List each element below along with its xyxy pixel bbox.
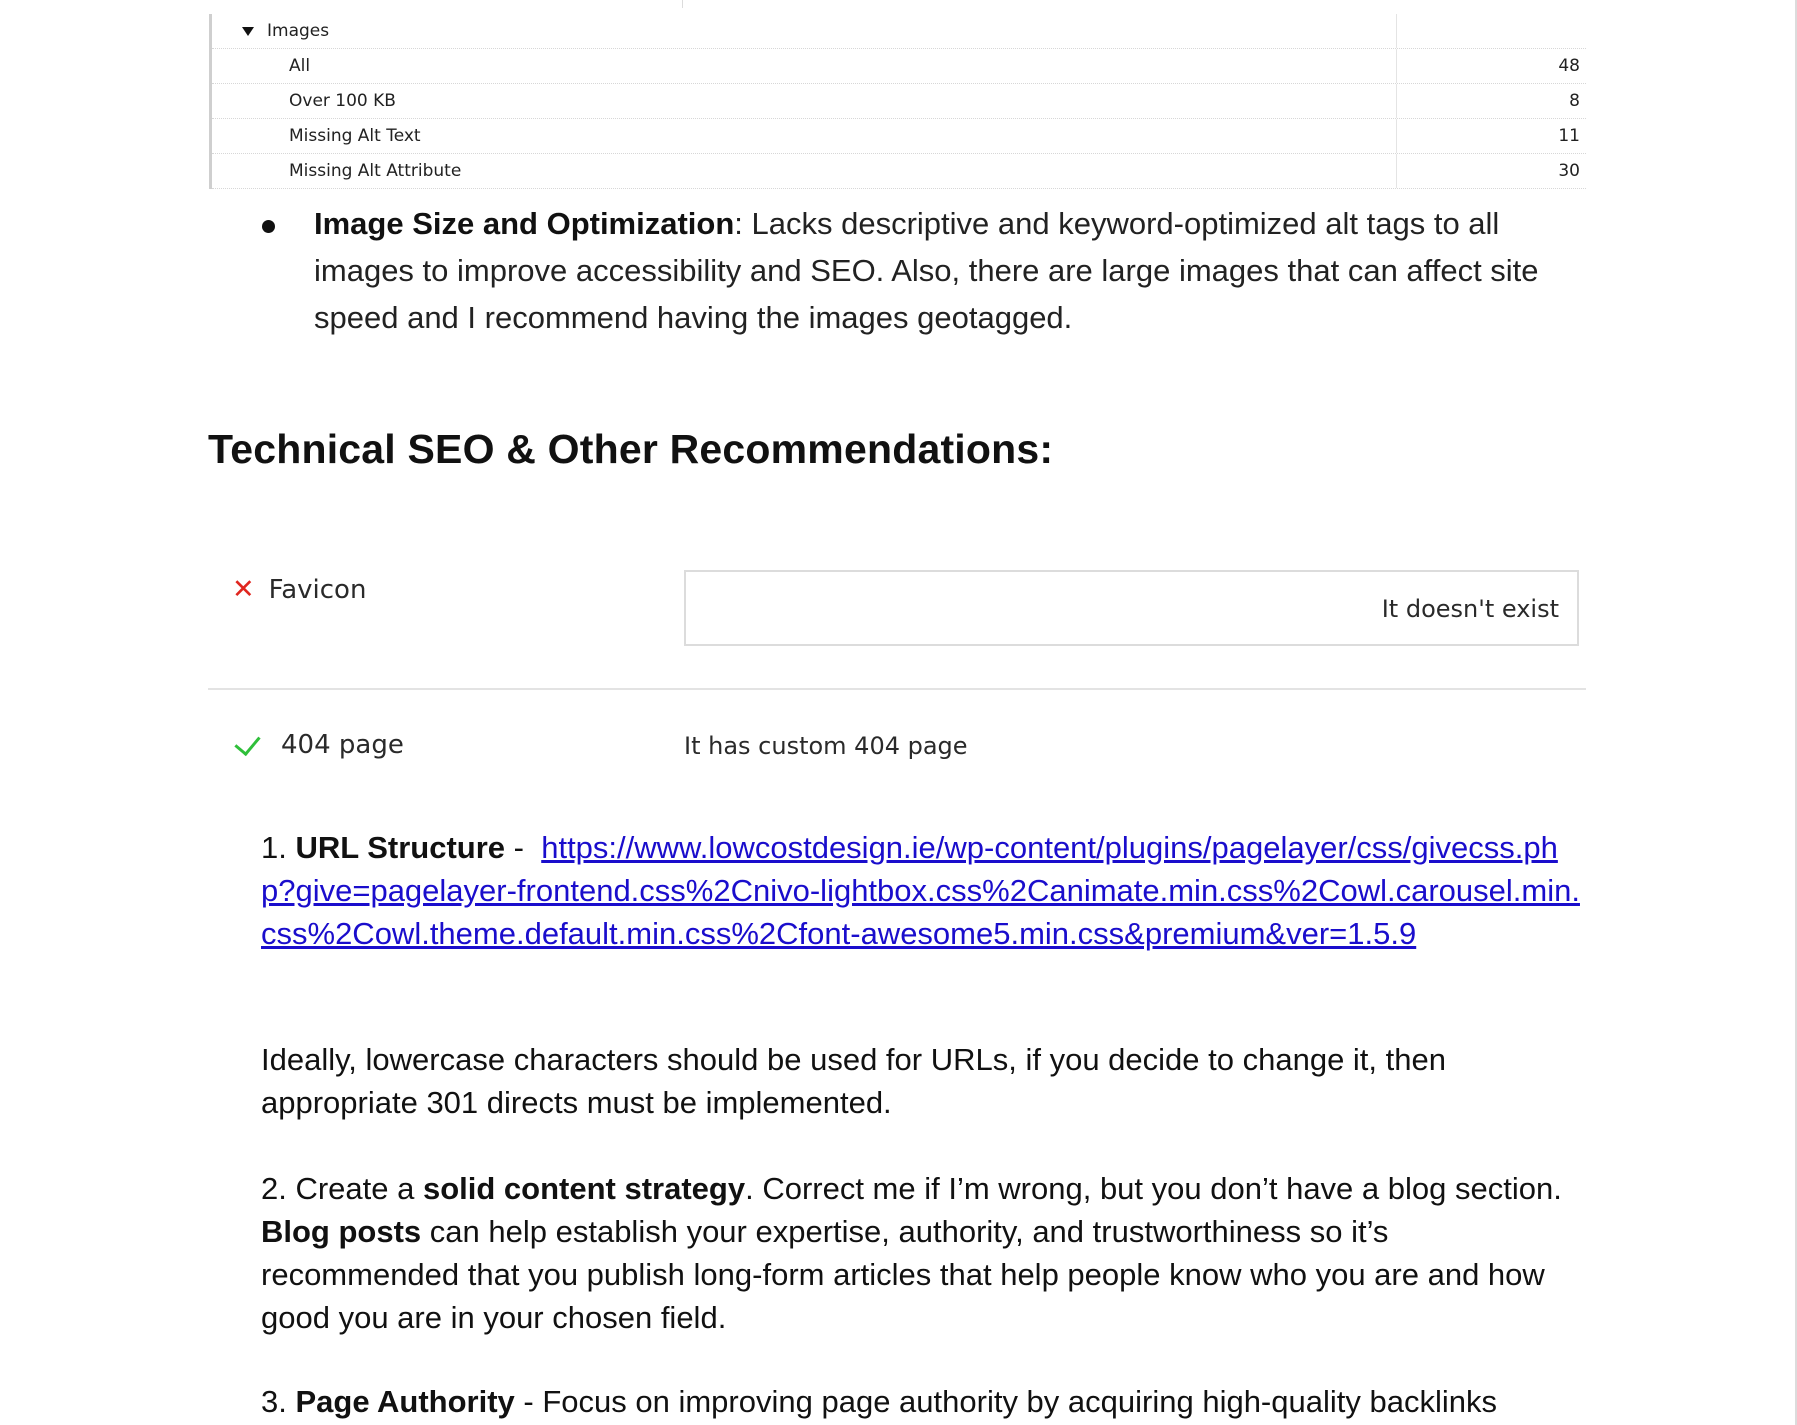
check-name: Favicon [268,574,367,605]
bullet-text: : Lacks descriptive and keyword-optimized alt tags to all images to improve accessibility and SEO. Also, there are large images that can affect site speed and I recommend having the images geotagged. [314,206,1539,335]
list-number: 3. [261,1384,296,1419]
bullet-dot [262,220,275,233]
favicon-check-row [208,560,1586,690]
images-table [209,14,1586,189]
row-label: Missing Alt Text [289,126,421,146]
table-row[interactable] [212,49,1586,84]
row-value: 11 [1558,126,1580,146]
row-value: 48 [1558,56,1580,76]
row-label: Missing Alt Attribute [289,161,462,181]
list-number: 1. [261,830,296,865]
page404-check-row [208,716,1586,776]
table-row[interactable] [212,119,1586,154]
check-icon [234,728,260,755]
content-strategy-paragraph [261,1167,1591,1339]
table-row[interactable] [212,154,1586,189]
row-value: 30 [1558,161,1580,181]
content-strategy-bold: solid content strategy [422,1171,746,1206]
caret-down-icon[interactable] [242,27,254,36]
page-authority-text: - Focus on improving page authority by acquiring high-quality backlinks [514,1384,1497,1419]
row-value: 8 [1569,91,1580,111]
section-heading: Technical SEO & Other Recommendations: [208,426,1054,472]
url-structure-title: URL Structure [295,830,506,865]
page-authority-paragraph [261,1380,1591,1423]
blog-posts-bold: Blog posts [261,1214,422,1249]
images-group-row[interactable] [212,14,1586,49]
bullet-title: Image Size and Optimization [314,206,735,241]
content-rest: can help establish your expertise, authority, and trustworthiness so it’s recommended that you publish long-form articles that help people know who you are and how good you are in your chosen field. [261,1214,1545,1335]
check-name: 404 page [281,730,404,760]
row-label: Over 100 KB [289,91,396,111]
column-divider-tick [682,0,683,8]
x-icon: ✕ [232,574,255,605]
table-row[interactable] [212,84,1586,119]
images-group-label: Images [267,21,330,41]
separator: - [505,830,542,865]
content-prefix: 2. Create a [261,1171,423,1206]
row-label: All [289,56,311,76]
content-mid: . Correct me if I’m wrong, but you don’t have a blog section. [745,1171,1562,1206]
lowercase-note: Ideally, lowercase characters should be used for URLs, if you decide to change it, then appropriate 301 directs must be implemented. [261,1042,1446,1120]
page404-status: It has custom 404 page [684,732,968,760]
image-optimization-bullet [262,200,1582,341]
url-structure-paragraph [261,826,1591,955]
page-authority-title: Page Authority [295,1384,515,1419]
favicon-status-box: It doesn't exist [684,570,1579,646]
url-structure-link[interactable]: https://www.lowcostdesign.ie/wp-content/plugins/pagelayer/css/givecss.php?give=pagelayer-frontend.css%2Cnivo-lightbox.css%2Canimate.min.css%2Cowl.carousel.min.css%2Cowl.theme.default.min.css%2Cfont-awesome5.min.css&premium&ver=1.5.9 [261,830,1580,951]
